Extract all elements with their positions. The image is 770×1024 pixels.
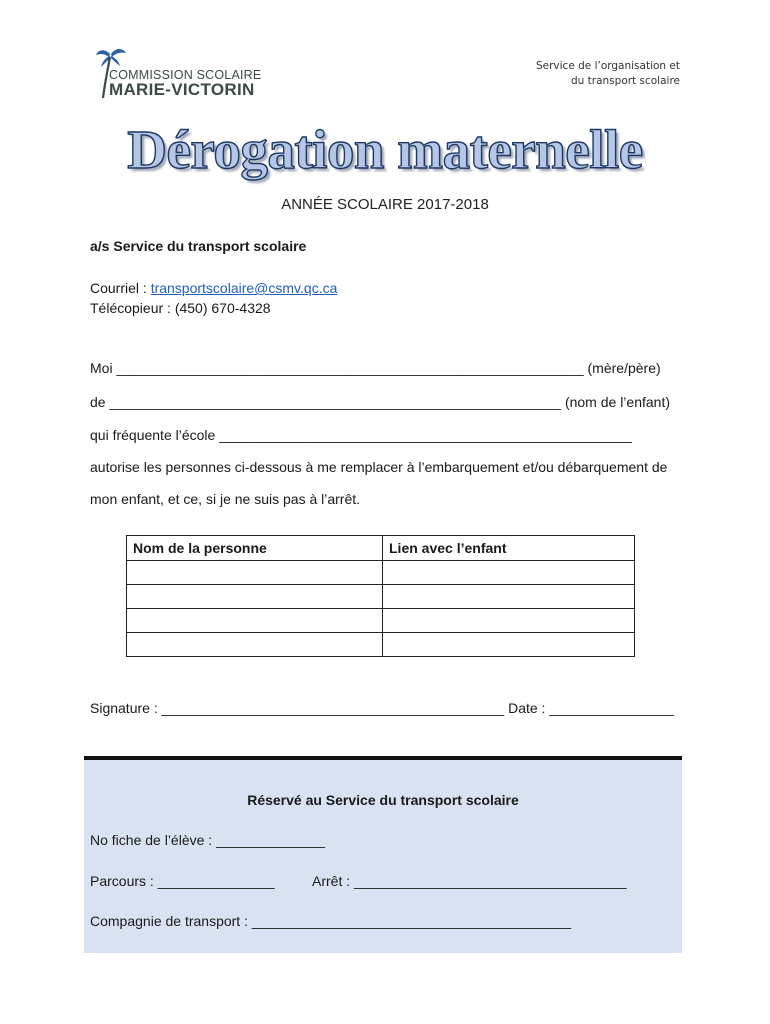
table-cell-name[interactable] (127, 561, 383, 585)
email-link[interactable]: transportscolaire@csmv.qc.ca (150, 280, 338, 296)
student-file-number-line[interactable]: No fiche de l’élève : ______________ (90, 832, 326, 848)
fax-line: Télécopieur : (450) 670-4328 (90, 300, 271, 316)
authorized-persons-table (126, 535, 635, 657)
column-header-relation: Lien avec l’enfant (383, 536, 635, 561)
authorization-text-2: mon enfant, et ce, si je ne suis pas à l’arrêt. (90, 491, 361, 507)
school-year: ANNÉE SCOLAIRE 2017-2018 (281, 196, 489, 213)
recipient-line: a/s Service du transport scolaire (90, 238, 307, 254)
service-header (536, 59, 680, 89)
column-header-name: Nom de la personne (127, 536, 383, 561)
reserved-section (84, 756, 682, 953)
transport-company-line[interactable]: Compagnie de transport : _________________________________________ (90, 913, 572, 929)
service-header-line-2: du transport scolaire (571, 75, 680, 87)
email-line (90, 280, 337, 296)
table-cell-relation[interactable] (383, 561, 635, 585)
table-row (127, 633, 635, 657)
school-line[interactable]: qui fréquente l’école _____________________________________________________ (90, 427, 632, 443)
table-row (127, 609, 635, 633)
stop-line[interactable]: Arrêt : ___________________________________ (312, 873, 627, 889)
table-cell-name[interactable] (127, 585, 383, 609)
child-name-line[interactable]: de __________________________________________________________ (nom de l’enfant) (90, 394, 671, 410)
table-cell-relation[interactable] (383, 585, 635, 609)
table-cell-relation[interactable] (383, 609, 635, 633)
authorization-text: autorise les personnes ci-dessous à me remplacer à l’embarquement et/ou débarquement de (90, 459, 668, 475)
table-cell-name[interactable] (127, 633, 383, 657)
parent-name-line[interactable]: Moi ____________________________________________________________ (mère/père) (90, 360, 661, 376)
reserved-title: Réservé au Service du transport scolaire (247, 792, 519, 808)
table-row (127, 561, 635, 585)
table-row (127, 585, 635, 609)
logo-line-2: MARIE-VICTORIN (109, 80, 255, 99)
document-title: Dérogation maternelle (127, 119, 643, 180)
logo-line-1: COMMISSION SCOLAIRE (109, 68, 262, 82)
service-header-line-1: Service de l’organisation et (535, 60, 680, 72)
email-label: Courriel : (90, 280, 151, 296)
table-cell-name[interactable] (127, 609, 383, 633)
table-header-row (127, 536, 635, 561)
signature-date-line[interactable]: Signature : ____________________________________________ Date : ________________ (90, 700, 674, 716)
route-line[interactable]: Parcours : _______________ (90, 873, 275, 889)
table-cell-relation[interactable] (383, 633, 635, 657)
school-board-logo (94, 46, 284, 106)
